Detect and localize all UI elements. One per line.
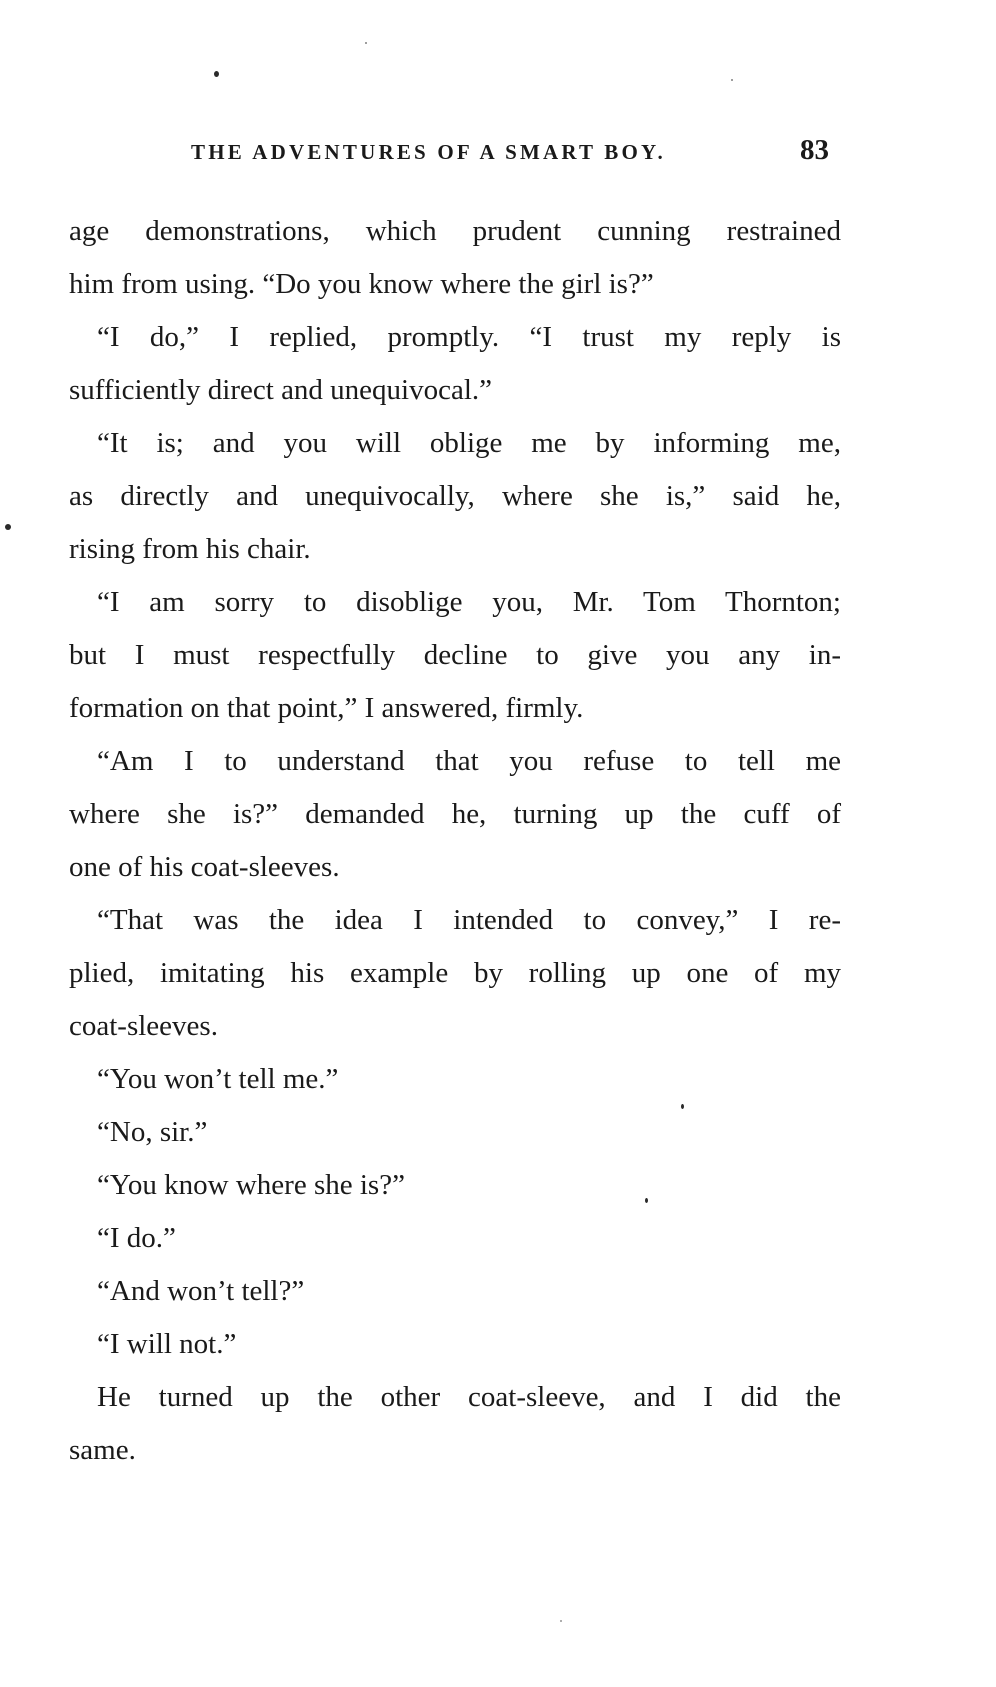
scan-speck (645, 1198, 648, 1203)
text-line: rising from his chair. (69, 533, 311, 565)
scan-speck (681, 1104, 684, 1109)
text-line: “I do.” (97, 1222, 176, 1254)
scan-speck (365, 42, 367, 44)
text-line: “That was the idea I intended to convey,” I re- (97, 904, 841, 936)
text-line: but I must respectfully decline to give you any in- (69, 639, 841, 671)
running-title: THE ADVENTURES OF A SMART BOY. (191, 140, 666, 164)
scan-speck (5, 524, 11, 530)
running-head (0, 134, 996, 174)
text-line: “And won’t tell?” (97, 1275, 305, 1307)
scan-speck (560, 1620, 562, 1622)
text-line: sufficiently direct and unequivocal.” (69, 374, 493, 406)
text-line: formation on that point,” I answered, firmly. (69, 692, 584, 724)
text-line: “I will not.” (97, 1328, 237, 1360)
text-line: “I am sorry to disoblige you, Mr. Tom Thornton; (97, 586, 841, 618)
text-line: “I do,” I replied, promptly. “I trust my reply is (97, 321, 841, 353)
text-line: “You won’t tell me.” (97, 1063, 339, 1095)
text-line: “Am I to understand that you refuse to tell me (97, 745, 841, 777)
page-number: 83 (800, 134, 829, 166)
text-line: where she is?” demanded he, turning up the cuff of (69, 798, 841, 830)
text-line: as directly and unequivocally, where she is,” said he, (69, 480, 841, 512)
scan-speck (731, 79, 733, 81)
text-line: same. (69, 1434, 136, 1466)
text-line: him from using. “Do you know where the girl is?” (69, 268, 654, 300)
scan-speck (214, 71, 219, 77)
text-line: age demonstrations, which prudent cunning restrained (69, 215, 841, 247)
text-line: “You know where she is?” (97, 1169, 405, 1201)
text-line: He turned up the other coat-sleeve, and I did the (97, 1381, 841, 1413)
text-line: coat-sleeves. (69, 1010, 218, 1042)
text-line: one of his coat-sleeves. (69, 851, 340, 883)
text-line: “It is; and you will oblige me by informing me, (97, 427, 841, 459)
text-line: “No, sir.” (97, 1116, 208, 1148)
text-line: plied, imitating his example by rolling up one of my (69, 957, 841, 989)
body-text (69, 205, 841, 1477)
